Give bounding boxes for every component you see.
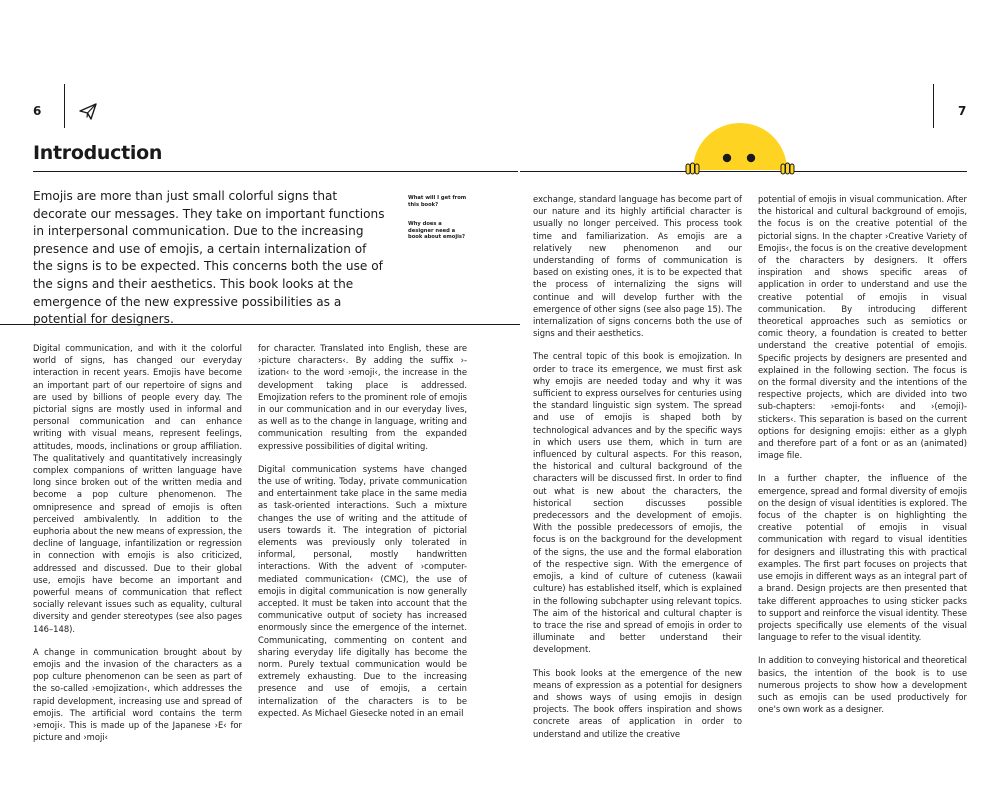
- body-paragraph: potential of emojis in visual communication. After the historical and cultural background of emojis, the focus is on the creative potential of the pictorial signs. In the chapter ›Creative Variety of Emojis‹, the focus is on the creative development of the characters by designers. It offers inspiration and shows specific areas of application in order to understand and use the creative potential of emojis in visual communication. By introducing different theoretical approaches such as semiotics or comic theory, a foundation is created to better understand the creative potential of emojis. Specific projects by designers are presented and explained in the following section. The focus is on the formal diversity and the intentions of the respective projects, which are divided into two sub-chapters: ›emoji-fonts‹ and ›(emoji)-stickers‹. This separation is based on the current options for designing emojis: either as a glyph and therefore part of a font or as an (animated) image file.: [758, 194, 967, 461]
- body-paragraph: Digital communication systems have changed the use of writing. Today, private communication and entertainment take place in the same media as task-oriented interactions. Such a mixture changes the use of writing and the attitude of users towards it. The integration of pictorial elements was previously only tolerated in informal, personal, mostly handwritten interactions. With the advent of ›computer-mediated communication‹ (CMC), the use of emojis in digital communication is now generally accepted. It must be taken into account that the communicative output of society has increased enormously since the emergence of the internet. Communicating, commenting on content and sharing everyday life digitally has become the norm. Purely textual communication would be extremely exhausting. Due to the increasing presence and use of emojis, a certain internalization of the characters is to be expected. As Michael Giesecke noted in an email: [258, 463, 467, 718]
- title-rule-left: [33, 171, 518, 172]
- mascot-head: [693, 123, 787, 170]
- paper-plane-icon: [78, 102, 98, 122]
- body-paragraph: In a further chapter, the influence of the emergence, spread and formal diversity of emojis on the design of visual identities is explored. The focus of the chapter is on highlighting the creative potential of emojis in visual communication with regard to visual identities for designers and illustrating this with practical examples. The first part focuses on projects that use emojis in different ways as an integral part of a brand. Design projects are then presented that take different approaches to using sticker packs to support and reinforce the visual identity. These projects specifically use elements of the visual language to refer to the visual identity.: [758, 473, 967, 643]
- peeking-emoji-mascot: [680, 86, 800, 178]
- page-number-left: 6: [33, 104, 42, 118]
- side-question-2: Why does a designer need a book about emojis?: [408, 221, 465, 240]
- mascot-eye-right: [747, 154, 755, 162]
- body-paragraph: In addition to conveying historical and theoretical basics, the intention of the book is to use numerous projects to show how a development such as emojis can be used productively for one's own work as a designer.: [758, 655, 967, 715]
- body-paragraph: This book looks at the emergence of the new means of expression as a potential for designers and shows ways of using emojis in design projects. The book offers inspiration and shows concrete areas of application in order to understand and utilize the creative: [533, 667, 742, 739]
- body-paragraph: for character. Translated into English, these are ›picture characters‹. By adding the suffix ›-ization‹ to the word ›emoji‹, the increase in the development taking place is addressed. Emojization refers to the prominent role of emojis in our communication and in our everyday lives, as well as to the change in language, writing and communication resulting from the expanded expressive possibilities of digital writing.: [258, 343, 467, 451]
- body-column-2: [258, 342, 467, 730]
- body-paragraph: The central topic of this book is emojization. In order to trace its emergence, we must first ask why emojis are needed today and why it was sufficient to express ourselves for centuries using the standard linguistic sign system. The spread and use of emojis is shaped both by technological advances and by the specific ways in which users use them, which in turn are influenced by cultural aspects. For this reason, the historical and cultural background of the characters will be discussed first. In order to find out what is new about the characters, the historical section discusses possible predecessors and the development of emojis. With the possible predecessors of emojis, the focus is on the background for the development of the signs, the use and the formal elaboration of the respective sign. With the emergence of emojis, a kind of culture of cuteness (kawaii culture) has established itself, which is explained in the following subchapter using relevant topics. The aim of the historical and cultural chapter is to trace the rise and spread of emojis in order to illuminate and better understand their development.: [533, 351, 742, 655]
- body-column-1: [33, 342, 242, 755]
- mascot-eye-left: [723, 154, 731, 162]
- header-divider-right: [933, 84, 934, 128]
- side-question-1: What will I get from this book?: [408, 195, 467, 208]
- body-column-3: [533, 193, 742, 751]
- page-number-right: 7: [958, 104, 967, 118]
- mascot-hand-left: [686, 163, 699, 174]
- header-divider-left: [64, 84, 65, 128]
- body-column-4: [758, 193, 967, 726]
- body-paragraph: A change in communication brought about by emojis and the invasion of the characters as a pop culture phenomenon can be seen as part of the so-called ›emojization‹, which addresses the rapid development, increasing use and spread of emojis. The artificial word contains the term ›emoji‹. This is made up of the Japanese ›E‹ for picture and ›moji‹: [33, 646, 242, 743]
- lead-paragraph: Emojis are more than just small colorful signs that decorate our messages. They take on important functions in interpersonal communication. Due to the increasing presence and use of emojis, a certain internalization of the signs is to be expected. This concerns both the use of the signs and their aesthetics. This book looks at the emergence of the new expressive possibilities as a potential for designers.: [33, 189, 385, 327]
- mascot-hand-right: [781, 163, 794, 174]
- page-title: Introduction: [33, 142, 163, 164]
- body-paragraph: exchange, standard language has become part of our nature and its highly artificial character is usually no longer perceived. This process took time and familiarization. As emojis are a relatively new phenomenon and our understanding of forms of communication is based on existing ones, it is to be expected that the process of internalizing the signs will continue and will develop further with the emergence of other signs (see also page 15). The internalization of signs concerns both the use of signs and their aesthetics.: [533, 194, 742, 339]
- body-paragraph: Digital communication, and with it the colorful world of signs, has changed our everyday interaction in recent years. Emojis have become an important part of our repertoire of signs and are used by billions of people every day. The pictorial signs are mostly used in informal and personal communication and can enhance writing with visual means, represent feelings, attitudes, moods, inclinations or group affiliation. The qualitatively and quantitatively increasingly complex companions of written language have long since broken out of the written media and become a pop culture phenomenon. The omnipresence and spread of emojis is often perceived ambivalently. In addition to the euphoria about the new means of expression, the decline of language, infantilization or regression in connection with emojis is also criticized, addressed and discussed. Due to their global use, emojis have become an important and powerful means of communication that reflect socially relevant issues such as equality, cultural diversity and gender stereotypes (see also pages 146–148).: [33, 343, 242, 634]
